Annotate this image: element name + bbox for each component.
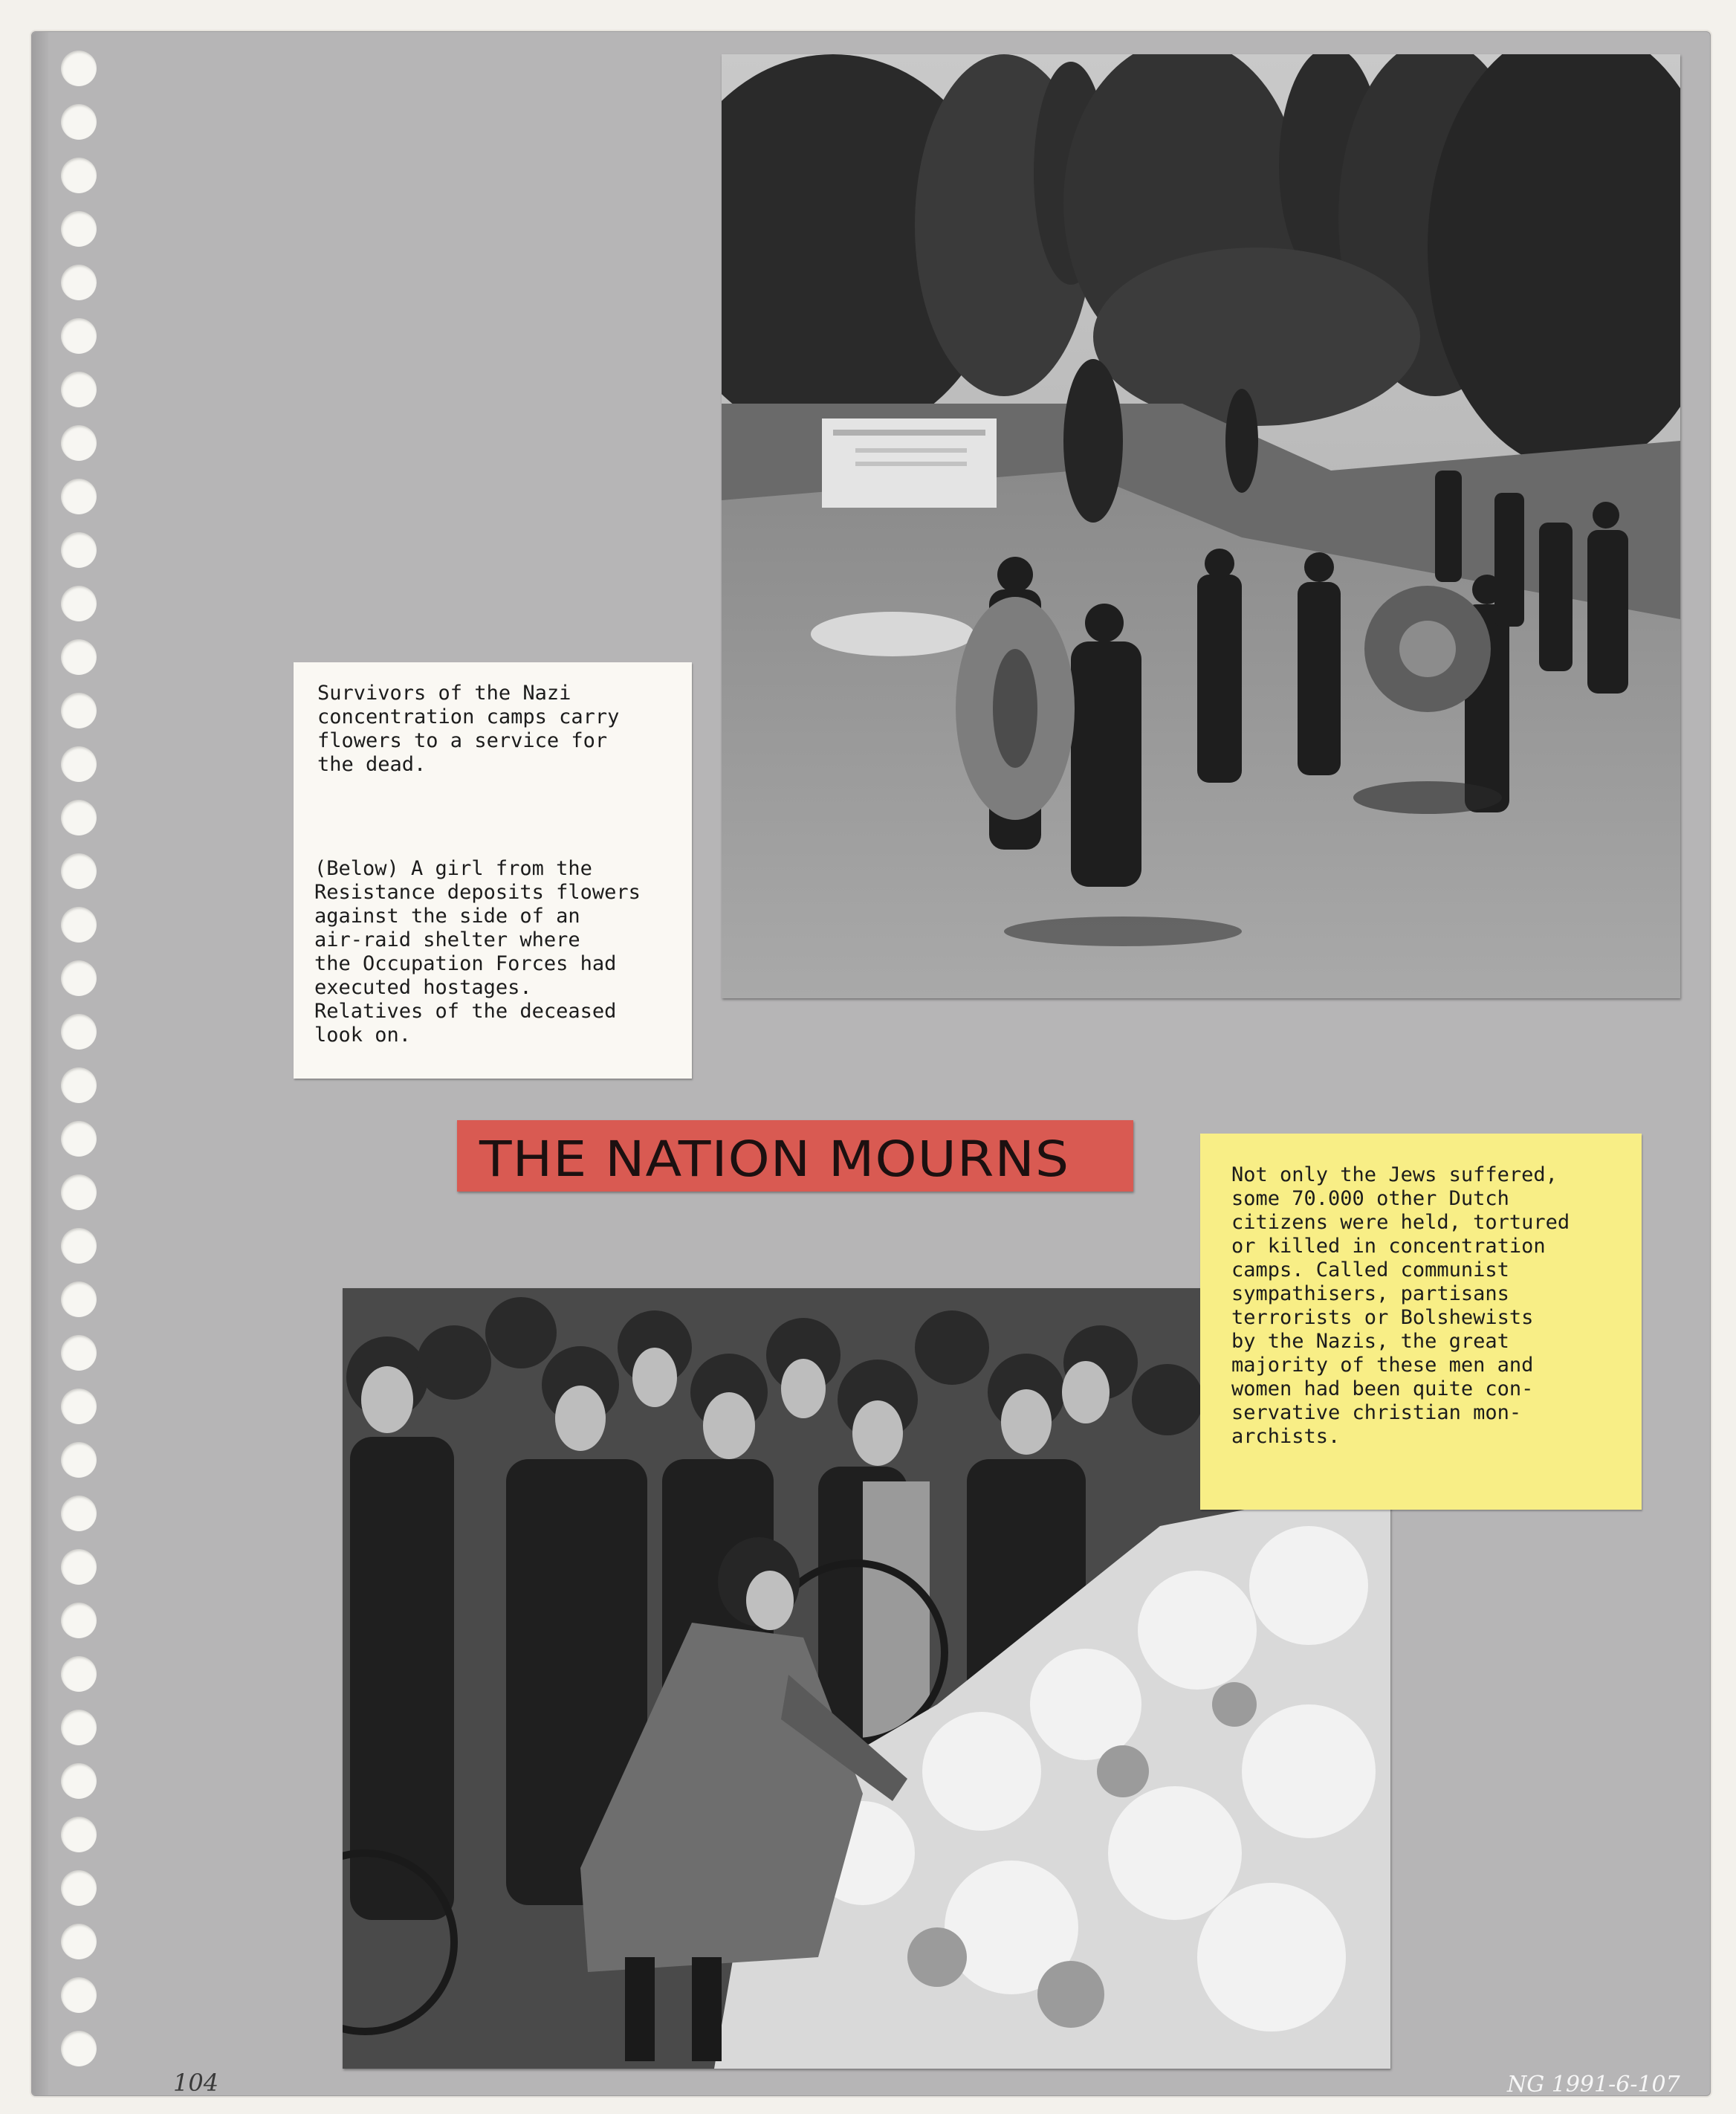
binder-hole: [61, 1710, 97, 1745]
binder-hole: [61, 853, 97, 889]
binder-hole: [61, 1121, 97, 1157]
binder-hole: [61, 265, 97, 300]
page-title: THE NATION MOURNS: [479, 1131, 1070, 1188]
photo-wreath-procession: [722, 54, 1680, 998]
caption-procession-text: Survivors of the Nazi concentration camps carry flowers to a service for the dead.: [317, 682, 620, 776]
caption-resistance-girl-text: (Below) A girl from the Resistance deposits flowers against the side of an air-raid shelter where the Occupation Forces had executed hostages. Relatives of the deceased look on.: [314, 857, 641, 1047]
binder-hole: [61, 1442, 97, 1478]
binder-hole: [61, 1067, 97, 1103]
caption-procession: [294, 662, 692, 1079]
binder-hole: [61, 51, 97, 86]
binder-hole: [61, 425, 97, 461]
title-label: [457, 1120, 1133, 1192]
binder-hole: [61, 907, 97, 943]
binder-hole: [61, 693, 97, 728]
binder-hole: [61, 158, 97, 193]
binder-hole: [61, 639, 97, 675]
binder-hole: [61, 1549, 97, 1585]
binder-hole: [61, 532, 97, 568]
binder-hole: [61, 1228, 97, 1264]
binder-hole: [61, 318, 97, 354]
binder-hole: [61, 1924, 97, 1959]
binder-hole: [61, 372, 97, 407]
binder-hole: [61, 104, 97, 140]
binder-hole: [61, 800, 97, 835]
binder-hole: [61, 479, 97, 514]
binder-hole: [61, 1335, 97, 1371]
accession-number: NG 1991-6-107: [1507, 2072, 1680, 2098]
binder-hole: [61, 211, 97, 247]
binder-hole: [61, 1977, 97, 2013]
binder-hole: [61, 1281, 97, 1317]
page-edge: [32, 32, 48, 2095]
procession-photo-illustration: [722, 54, 1680, 998]
binder-hole: [61, 960, 97, 996]
album-page: [31, 31, 1711, 2096]
binder-hole: [61, 2031, 97, 2066]
binder-hole: [61, 1763, 97, 1799]
note-dutch-victims-text: Not only the Jews suffered, some 70.000 other Dutch citizens were held, tortured or killed in concentration camps. Called communist sympathisers, partisans terrorists or Bolshewists by the Nazis, the great majority of these men and women had been quite con- servative christian mon- archists.: [1231, 1163, 1570, 1448]
binder-hole: [61, 1389, 97, 1424]
binder-hole: [61, 746, 97, 782]
binder-hole: [61, 1656, 97, 1692]
binder-hole: [61, 1174, 97, 1210]
binder-hole: [61, 1817, 97, 1852]
binder-hole: [61, 1603, 97, 1638]
note-dutch-victims: [1200, 1134, 1642, 1510]
binder-hole: [61, 1014, 97, 1050]
binder-hole: [61, 1496, 97, 1531]
binder-hole: [61, 1870, 97, 1906]
page-number: 104: [173, 2069, 219, 2097]
binder-hole: [61, 586, 97, 621]
